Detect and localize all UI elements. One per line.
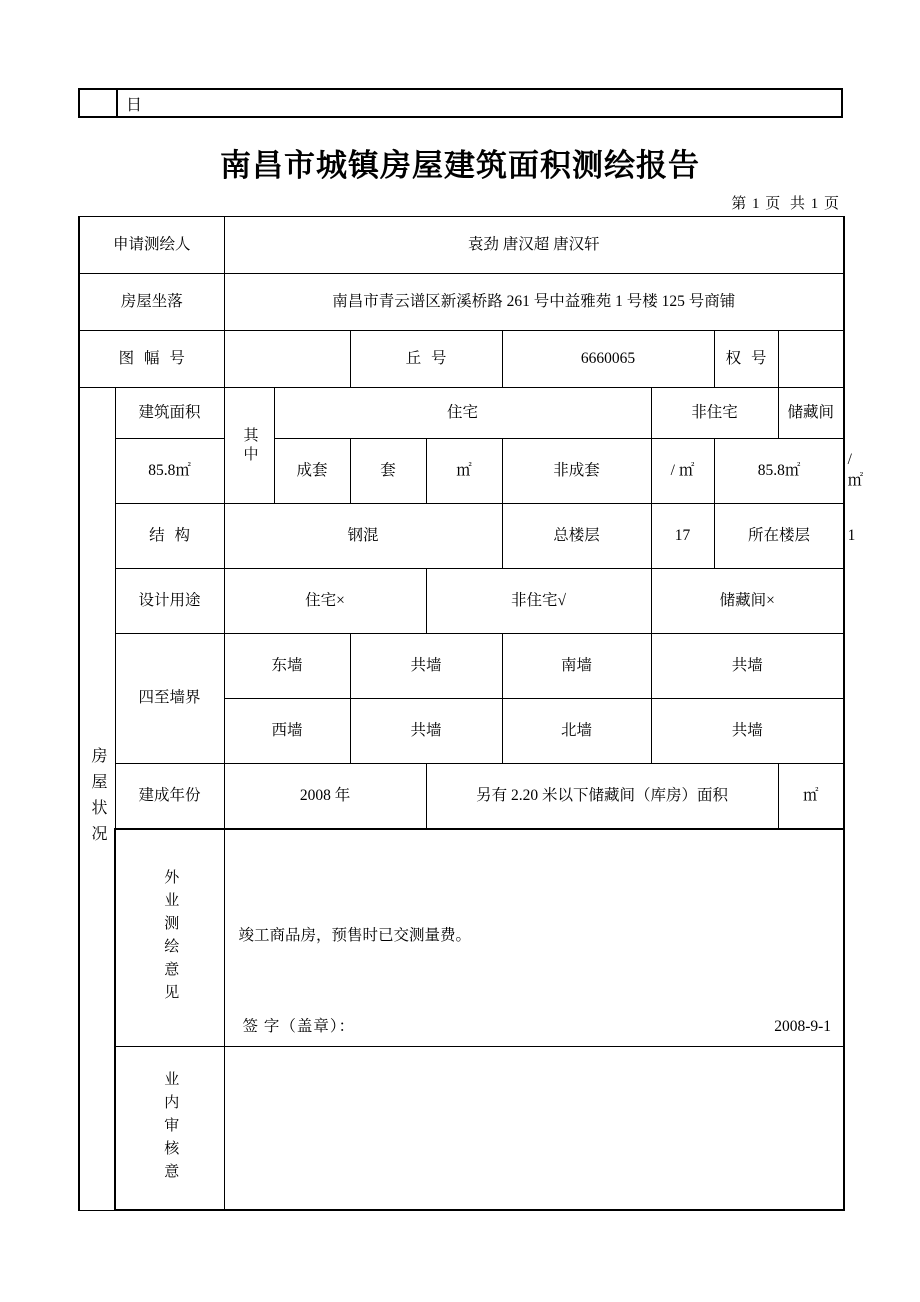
total-floors-label: 总楼层 (502, 504, 651, 569)
house-status-vertical-label: 房屋状况 (79, 388, 115, 1211)
row-applicant (79, 217, 844, 274)
built-year-label: 建成年份 (115, 764, 224, 830)
south-wall-label: 南墙 (502, 634, 651, 699)
build-area-label: 建筑面积 (115, 388, 224, 439)
non-residence-value: 85.8㎡ (714, 439, 844, 504)
non-residence-label: 非住宅 (651, 388, 778, 439)
north-wall-value: 共墙 (651, 699, 844, 764)
map-sheet-value (224, 331, 350, 388)
field-opinion-date: 2008-9-1 (774, 1018, 832, 1036)
row-map-parcel-right (79, 331, 844, 388)
right-no-label: 权 号 (714, 331, 778, 388)
design-use-non-residence: 非住宅√ (426, 569, 651, 634)
east-wall-label: 东墙 (224, 634, 350, 699)
row-area-header (79, 388, 844, 439)
row-design-use (79, 569, 844, 634)
page-count (729, 192, 842, 213)
row-location (79, 274, 844, 331)
applicant-value: 袁劲 唐汉超 唐汉轩 (224, 217, 844, 274)
built-year-value: 2008 年 (224, 764, 426, 830)
design-use-storage: 储藏间× (651, 569, 844, 634)
suite-count-label: 套 (350, 439, 426, 504)
right-no-value (778, 331, 844, 388)
page-current: 第 1 页 (731, 196, 782, 212)
west-wall-value: 共墙 (350, 699, 502, 764)
non-suite-label: 非成套 (502, 439, 651, 504)
top-header-bar (78, 88, 843, 118)
design-use-residence: 住宅× (224, 569, 426, 634)
location-label: 房屋坐落 (79, 274, 224, 331)
field-opinion-vertical-label: 外业测绘意见 (115, 829, 224, 1047)
boundary-label: 四至墙界 (115, 634, 224, 764)
page-total: 共 1 页 (789, 196, 840, 212)
structure-label: 结 构 (115, 504, 224, 569)
build-area-value: 85.8㎡ (115, 439, 224, 504)
row-field-opinion (79, 829, 844, 1047)
location-value: 南昌市青云谱区新溪桥路 261 号中益雅苑 1 号楼 125 号商铺 (224, 274, 844, 331)
storage-extra-label: 另有 2.20 米以下储藏间（库房）面积 (426, 764, 778, 830)
west-wall-label: 西墙 (224, 699, 350, 764)
storage-label: 储藏间 (778, 388, 844, 439)
row-internal-review (79, 1047, 844, 1211)
among-label: 其中 (224, 388, 274, 504)
structure-value: 钢混 (224, 504, 502, 569)
page-title: 南昌市城镇房屋建筑面积测绘报告 (220, 148, 700, 184)
map-sheet-label: 图 幅 号 (79, 331, 224, 388)
field-opinion-text: 竣工商品房，预售时已交测量费。 (238, 927, 472, 944)
north-wall-label: 北墙 (502, 699, 651, 764)
internal-review-body (224, 1047, 844, 1211)
field-opinion-signature: 签 字（盖章）： (242, 1018, 356, 1036)
non-suite-value: / ㎡ (651, 439, 714, 504)
parcel-value: 6660065 (502, 331, 714, 388)
top-bar-right-cell: 日 (126, 96, 143, 114)
internal-review-vertical-label: 业内审核意 (115, 1047, 224, 1211)
south-wall-value: 共墙 (651, 634, 844, 699)
top-bar-left-cell (80, 90, 118, 116)
parcel-label: 丘 号 (350, 331, 502, 388)
total-floors-value: 17 (651, 504, 714, 569)
row-built-year (79, 764, 844, 830)
current-floor-label: 所在楼层 (714, 504, 844, 569)
east-wall-value: 共墙 (350, 634, 502, 699)
row-boundary-east-south (79, 634, 844, 699)
suite-unit-label: ㎡ (426, 439, 502, 504)
row-structure: 结 构 钢混 总楼层 17 所在楼层 1 (79, 504, 844, 569)
storage-extra-unit: ㎡ (778, 764, 844, 830)
residence-label: 住宅 (274, 388, 651, 439)
row-area-values: 85.8㎡ 成套 套 ㎡ 非成套 / ㎡ 85.8㎡ / ㎡ (79, 439, 844, 504)
field-opinion-body (224, 829, 844, 1047)
survey-report-table (78, 216, 864, 1211)
design-use-label: 设计用途 (115, 569, 224, 634)
applicant-label: 申请测绘人 (79, 217, 224, 274)
suite-label: 成套 (274, 439, 350, 504)
